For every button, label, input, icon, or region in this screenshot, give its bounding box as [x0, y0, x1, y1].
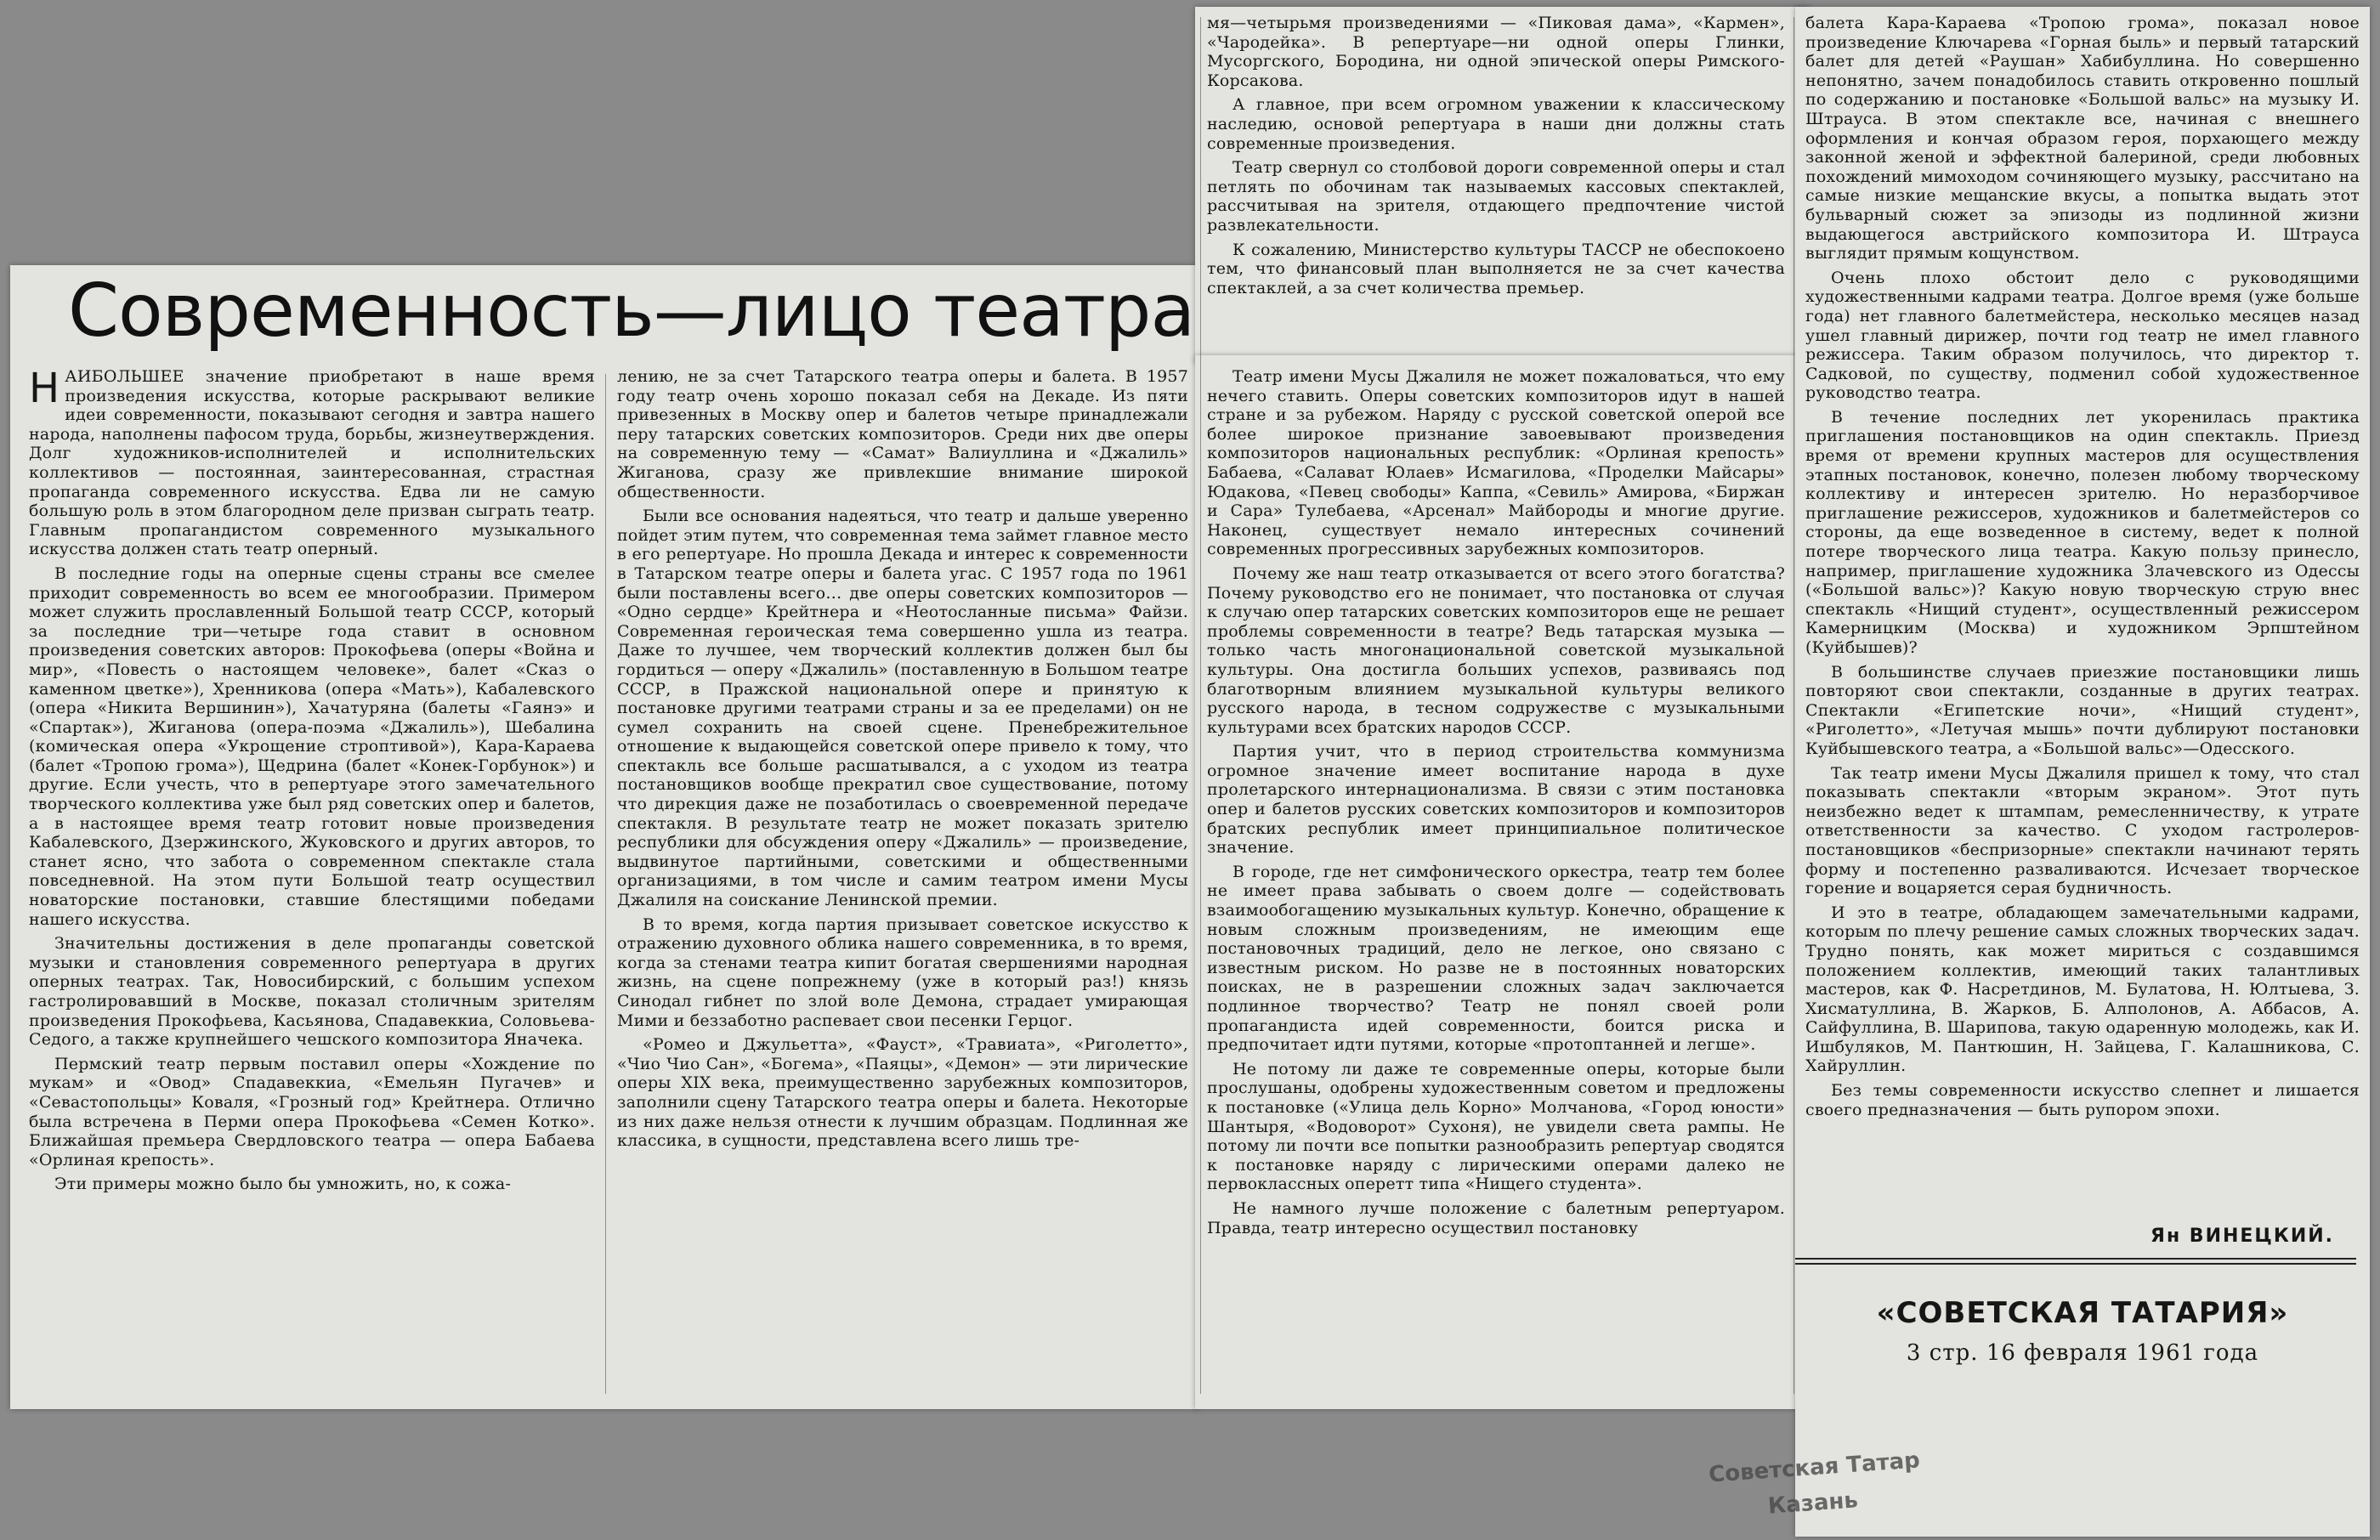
- paragraph: А главное, при всем огромном уважении к классическому наследию, основой репертуара в наши дни должны стать современные произведения.: [1207, 95, 1785, 153]
- paragraph: К сожалению, Министерство культуры ТАССР не обеспокоено тем, что финансовый план выполняется не за счет качества спектаклей, а за счет количества премьер.: [1207, 240, 1785, 297]
- paragraph: В то время, когда партия призывает советское искусство к отражению духовного облика нашего современника, в то время, когда за стенами театра кипит богатая свершениями народная жизнь, на сцене попрежнему (уже в который раз!) князь Синодал гибнет по злой воле Демона, страдает умирающая Мими и беззаботно распевает свои песенки Герцог.: [617, 914, 1188, 1030]
- paragraph: В городе, где нет симфонического оркестра, театр тем более не имеет права забывать о своем долге — содействовать взаимообогащению музыкальных культур. Конечно, обращение к новым сложным произведениям, не имеющим еще постановочных традиций, дело не легкое, оно связано с известным риском. Но разве не в постоянных новаторских поисках, не в разрешении сложных задач заключается подлинное творчество? Театр не понял своей роли пропагандиста идей современности, боится риска и предпочитает идти путями, которые «протоптанней и легше».: [1207, 862, 1785, 1055]
- paragraph: АИБОЛЬШЕЕ значение приобретают в наше время произведения искусства, которые раскрывают великие идеи современности, показывают сегодня и завтра нашего народа, наполнены пафосом труда, борьбы, жизнеутверждения. Долг художников-исполнителей и исполнительских коллективов — постоянная, заинтересованная, страстная пропаганда современного искусства. Едва ли не самую большую роль в этом благородном деле призван сыграть театр. Главным пропагандистом современного музыкального искусства должен стать театр оперный.: [29, 367, 595, 559]
- author-signature: Ян ВИНЕЦКИЙ.: [2150, 1226, 2334, 1247]
- paragraph: «Ромео и Джульетта», «Фауст», «Травиата», «Риголетто», «Чио Чио Сан», «Богема», «Паяцы», «Демон» — эти лирические оперы XIX века, преимущественно зарубежных композиторов, заполнили сцену Татарского театра оперы и балета. Некоторые из них даже нельзя отнести к лучшим образцам. Подлинная же классика, в сущности, представлена всего лишь тре-: [617, 1035, 1188, 1151]
- newspaper-name: «СОВЕТСКАЯ ТАТАРИЯ»: [1876, 1296, 2289, 1330]
- column-divider: [605, 374, 606, 1394]
- paragraph: лению, не за счет Татарского театра оперы и балета. В 1957 году театр очень хорошо показал себя на Декаде. Из пяти привезенных в Москву опер и балетов четыре принадлежали перу татарских советских композиторов. Среди них две оперы на современную тему — «Самат» Валиуллина и «Джалиль» Жиганова, сразу же привлекшие внимание широкой общественности.: [617, 367, 1188, 501]
- paragraph: Не потому ли даже те современные оперы, которые были прослушаны, одобрены художественным советом и предложены к постановке («Улица дель Корно» Молчанова, «Город юности» Шантыря, «Водоворот» Сухоня), не увидели света рампы. Не потому ли почти все попытки разнообразить репертуар сводятся к постановке наряду с лирическими операми далеко не первоклассных оперетт типа «Нищего студента».: [1207, 1059, 1785, 1194]
- publication-date: 3 стр. 16 февраля 1961 года: [1906, 1340, 2259, 1366]
- source-rule-top: [1795, 1258, 2356, 1260]
- paragraph: балета Кара-Караева «Тропою грома», показал новое произведение Ключарева «Горная быль» и первый татарский балет для детей «Раушан» Хабибуллина. Но совершенно непонятно, зачем понадобилось ставить откровенно пошлый по содержанию и постановке «Большой вальс» на музыку И. Штрауса. В этом спектакле все, начиная с внешнего оформления и кончая образом героя, порхающего между законной женой и эффектной балериной, среди любовных похождений мимоходом сочиняющего музыку, рассчитано на самые низкие мещанские вкусы, а попытка выдать этот бульварный сюжет за эпизоды из подлинной жизни выдающегося австрийского композитора И. Штрауса выглядит прямым кощунством.: [1805, 14, 2360, 263]
- article-column-3-upper: [1207, 14, 1785, 354]
- paragraph: Без темы современности искусство слепнет и лишается своего предназначения — быть рупором эпохи.: [1805, 1081, 2360, 1119]
- article-column-1: [29, 367, 595, 1396]
- paragraph: мя—четырьмя произведениями — «Пиковая дама», «Кармен», «Чародейка». В репертуаре—ни одной оперы Глинки, Мусоргского, Бородина, ни одной эпической оперы Римского-Корсакова.: [1207, 14, 1785, 90]
- source-rule-bottom: [1795, 1263, 2356, 1265]
- article-column-3-lower: [1207, 367, 1785, 1396]
- drop-cap: Н: [29, 367, 60, 412]
- paragraph: Очень плохо обстоит дело с руководящими художественными кадрами театра. Долгое время (уже больше года) нет главного балетмейстера, несколько месяцев назад ушел главный дирижер, почти год театр не имел главного режиссера. Таким образом получилось, что директор т. Садковой, по существу, подменил собой художественное руководство театра.: [1805, 268, 2360, 403]
- article-headline: Современность—лицо театра: [68, 269, 1195, 354]
- paragraph: Так театр имени Мусы Джалиля пришел к тому, что стал показывать спектакли «вторым экраном». Этот путь неизбежно ведет к штампам, ремесленничеству, к утрате ответственности за качество. С уходом гастролеров-постановщиков «беспризорные» спектакли начинают терять форму и постепенно разваливаются. Исчезает творческое горение и воцаряется серая будничность.: [1805, 763, 2360, 898]
- article-column-2: [617, 367, 1188, 1396]
- paragraph: Значительны достижения в деле пропаганды советской музыки и становления современного репертуара в других оперных театрах. Так, Новосибирский, с большим успехом гастролировавший в Москве, показал столичным зрителям произведения Прокофьева, Касьянова, Спадавеккиа, Соловьева-Седого, а также крупнейшего чешского композитора Яначека.: [29, 934, 595, 1050]
- library-stamp-line-2: Казань: [1767, 1487, 1859, 1520]
- paragraph: В течение последних лет укоренилась практика приглашения постановщиков на один спектакль. Приезд время от времени крупных мастеров для осуществления этапных постановок, конечно, полезен любому творческому коллективу и интересен зрителю. Но неразборчивое приглашение режиссеров, художников и балетмейстеров со стороны, да еще возведенное в систему, ведет к полной потере творческого лица театра. Какую пользу принесло, например, приглашение художника Злачевского из Одессы («Большой вальс»)? Какую новую творческую струю внес спектакль «Нищий студент», осуществленный режиссером Камерницким (Москва) и художником Эрпштейном (Куйбышев)?: [1805, 407, 2360, 657]
- paragraph: И это в театре, обладающем замечательными кадрами, которым по плечу решение самых сложных творческих задач. Трудно понять, как может мириться с создавшимся положением коллектив, имеющий таких талантливых мастеров, как Ф. Насретдинов, М. Булатова, Н. Юлтыева, З. Хисматуллина, В. Жарков, Б. Алполонов, А. Аббасов, А. Сайфуллина, В. Шарипова, такую одаренную молодежь, как И. Ишбуляков, М. Пантюшин, Н. Зайцева, Г. Калашникова, С. Хайруллин.: [1805, 903, 2360, 1076]
- paragraph: Были все основания надеяться, что театр и дальше уверенно пойдет этим путем, что современная тема займет главное место в его репертуаре. Но прошла Декада и интерес к современности в Татарском театре оперы и балета угас. С 1957 года по 1961 были поставлены всего… две оперы советских композиторов — «Одно сердце» Крейтнера и «Неотосланные письма» Файзи. Современная героическая тема совершенно ушла из театра. Даже то лучшее, чем творческий коллектив должен был бы гордиться — оперу «Джалиль» (поставленную в Большом театре СССР, в Пражской национальной опере и принятую к постановке другими театрами страны и за ее пределами) он не сумел сохранить на своей сцене. Пренебрежительное отношение к выдающейся советской опере привело к тому, что спектакль все больше расшатывался, а с уходом из театра постановщиков вообще прекратил свое существование, потому что дирекция даже не позаботилась о своевременной передаче спектакля. В результате театр не может показать зрителю республики для обсуждения оперу «Джалиль» — произведение, выдвинутое партийными, советскими и общественными организациями, в том числе и самим театром имени Мусы Джалиля на соискание Ленинской премии.: [617, 507, 1188, 910]
- article-column-4: [1805, 14, 2360, 1220]
- column-divider: [1200, 17, 1201, 1394]
- library-stamp-line-1: Советская Татар: [1708, 1447, 1921, 1488]
- paragraph: Театр имени Мусы Джалиля не может пожаловаться, что ему нечего ставить. Оперы советских композиторов идут в нашей стране и за рубежом. Наряду с русской советской оперой все более широкое признание завоевывают произведения композиторов национальных республик: «Орлиная крепость» Бабаева, «Салават Юлаев» Исмагилова, «Проделки Майсары» Юдакова, «Певец свободы» Каппа, «Севиль» Амирова, «Биржан и Сара» Тулебаева, «Арсенал» Майбороды и многие другие. Наконец, существует немало интересных сочинений современных прогрессивных зарубежных композиторов.: [1207, 367, 1785, 559]
- paragraph: Почему же наш театр отказывается от всего этого богатства? Почему руководство его не понимает, что постановка от случая к случаю опер татарских советских композиторов еще не решает проблемы современности в театре? Ведь татарская музыка — только часть многонациональной советской музыкальной культуры. Она достигла больших успехов, развиваясь под благотворным влиянием музыкальной культуры великого русского народа, в тесном содружестве с музыкальными культурами всех братских народов СССР.: [1207, 563, 1785, 737]
- paragraph: Не намного лучше положение с балетным репертуаром. Правда, театр интересно осуществил постановку: [1207, 1198, 1785, 1237]
- paragraph: Театр свернул со столбовой дороги современной оперы и стал петлять по обочинам так называемых кассовых спектаклей, рассчитывая на зрителя, отдающего предпочтение чистой развлекательности.: [1207, 158, 1785, 235]
- paragraph: В большинстве случаев приезжие постановщики лишь повторяют свои спектакли, созданные в других театрах. Спектакли «Египетские ночи», «Нищий студент», «Риголетто», «Летучая мышь» почти дублируют постановки Куйбышевского театра, а «Большой вальс»—Одесского.: [1805, 662, 2360, 758]
- paragraph: Пермский театр первым поставил оперы «Хождение по мукам» и «Овод» Спадавеккиа, «Емельян Пугачев» и «Севастопольцы» Коваля, «Грозный год» Крейтнера. Отлично была встречена в Перми опера Прокофьева «Семен Котко». Ближайшая премьера Свердловского театра — опера Бабаева «Орлиная крепость».: [29, 1054, 595, 1169]
- paragraph: Партия учит, что в период строительства коммунизма огромное значение имеет воспитание народа в духе пролетарского интернационализма. В связи с этим постановка опер и балетов русских советских композиторов и композиторов братских республик имеет принципиальное политическое значение.: [1207, 742, 1785, 858]
- paragraph: Эти примеры можно было бы умножить, но, к сожа-: [54, 1175, 512, 1194]
- paragraph: В последние годы на оперные сцены страны все смелее приходит современность во всем ее многообразии. Примером может служить прославленный Большой театр СССР, который за последние три—четыре года ставит в основном произведения советских авторов: Прокофьева (оперы «Война и мир», «Повесть о настоящем человеке», балет «Сказ о каменном цветке»), Хренникова (опера «Мать»), Кабалевского (опера «Никита Вершинин»), Хачатуряна (балеты «Гаянэ» и «Спартак»), Жиганова (опера-поэма «Джалиль»), Шебалина (комическая опера «Укрощение строптивой»), Кара-Караева (балет «Тропою грома»), Щедрина (балет «Конек-Горбунок») и другие. Если учесть, что в репертуаре этого замечательного творческого коллектива уже был ряд советских опер и балетов, а в настоящее время театр готовит новые произведения Кабалевского, Дзержинского, Жуковского и других авторов, то станет ясно, что забота о современном спектакле стала повседневной. На этом пути Большой театр осуществил новаторские постановки, ставшие блестящими победами нашего искусства.: [29, 563, 595, 929]
